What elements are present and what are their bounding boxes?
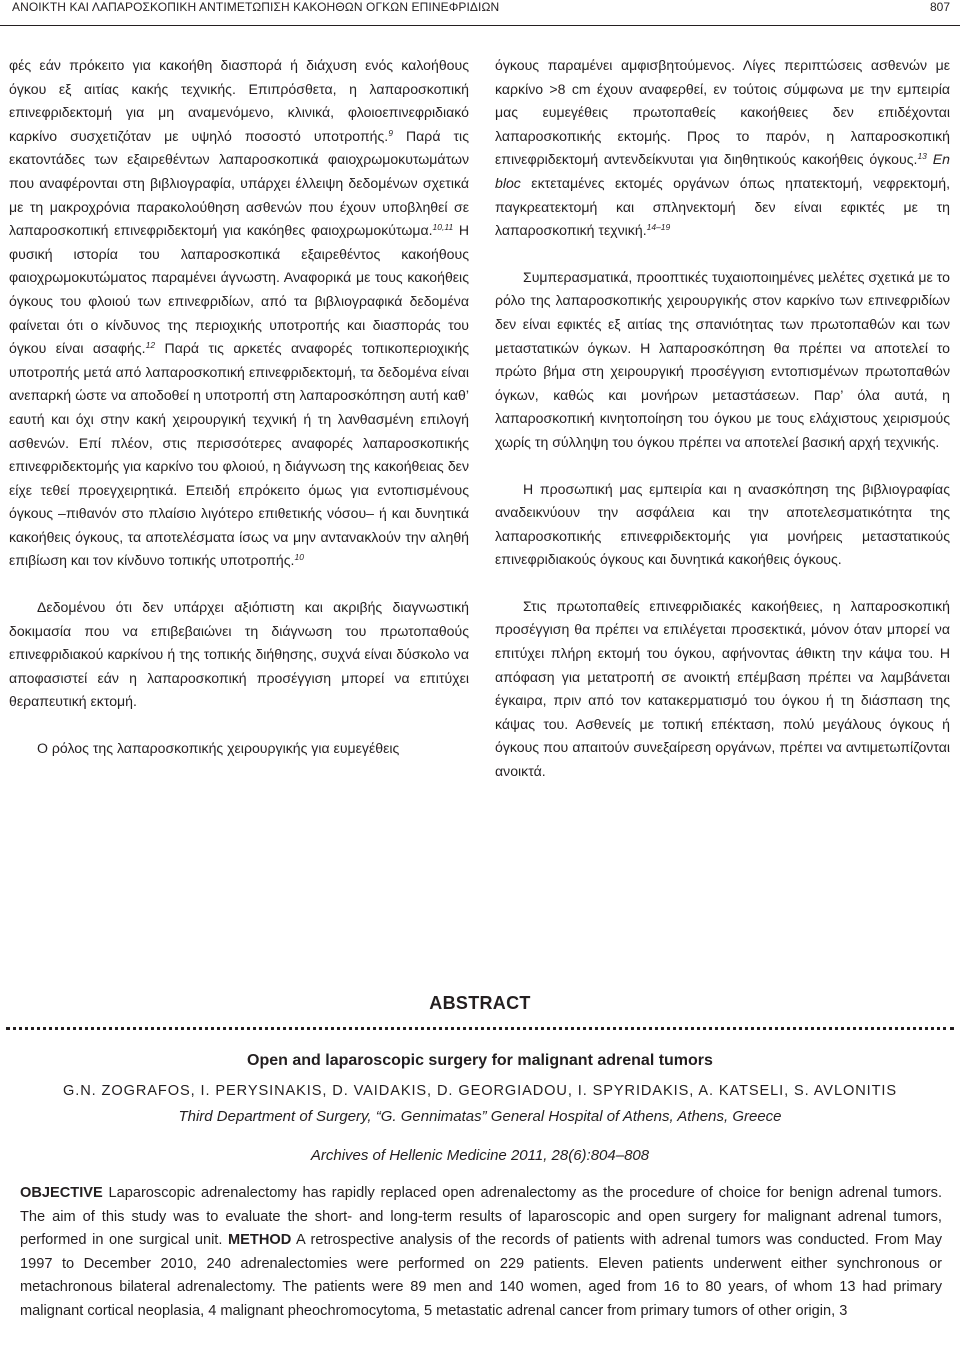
- text-run: όγκους παραμένει αμφισβητούμενος. Λίγες περιπτώσεις ασθενών με καρκίνο >8 cm έχουν αναφερθεί, εν τούτοις σύμφωνα με την εμπειρία μας ευμεγέθεις πρωτοπαθείς κακοήθειες δεν επιδέχονται λαπαροσκοπικής εκτομής. Προς το παρόν, η λαπαροσκοπική επινεφριδεκτομή αντενδείκνυται για διηθητικούς κακοήθεις όγκους.: [495, 57, 950, 168]
- right-paragraph-3: Η προσωπική μας εμπειρία και η ανασκόπηση της βιβλιογραφίας αναδεικνύουν την ασφάλεια και την αποτελεσματικότητα της λαπαροσκοπικής επινεφριδεκτομής για μονήρεις μεταστατικούς επινεφριδιακούς όγκους και δυνητικά κακοήθεις όγκους.: [495, 480, 950, 568]
- left-paragraph-2: Δεδομένου ότι δεν υπάρχει αξιόπιστη και ακριβής διαγνωστική δοκιμασία που να επιβεβαιώνει τη διάγνωση του πρωτοπαθούς επινεφριδιακού καρκίνου ή της τοπικής διήθησης, συχνά είναι δύσκολο να αποφασιστεί εάν η λαπαροσκοπική προσέγγιση μπορεί να επιτύχει θεραπευτική εκτομή.: [9, 599, 469, 710]
- citation-ref: 9: [388, 127, 393, 138]
- left-column: [9, 54, 469, 761]
- text-run: Η φυσική ιστορία του λαπαροσκοπικά εξαιρεθέντος κακοήθους φαιοχρωμοκυτώματος παραμένει άγνωστη. Αναφορικά με τους κακοήθεις όγκους του φλοιού των επινεφριδίων, από τα βιβλιογραφικά δεδομένα φαίνεται ότι ο κίνδυνος της περιοχικής υποτροπής και διασποράς του όγκου είναι ασαφής.: [9, 222, 469, 357]
- citation-ref: 13: [917, 151, 927, 162]
- text-run: εκτεταμένες εκτομές οργάνων όπως ηπατεκτομή, νεφρεκτομή, παγκρεατεκτομή και σπληνεκτομή δεν είναι εφικτές με τη λαπαροσκοπική τεχνική.: [495, 174, 950, 239]
- text-run: Παρά τις αρκετές αναφορές τοπικοπεριοχικής υποτροπής μετά από λαπαροσκοπική επινεφριδεκτομή, τα δεδομένα είναι ανεπαρκή ώστε να αποδοθεί η υποτροπή στη λαπαροσκόπηση αυτή καθ’ εαυτή και όχι στην κακή χειρουργική τεχνική ή τη λανθασμένη επιλογή ασθενών. Επί πλέον, στις περισσότερες αναφορές λαπαροσκοπικής επινεφριδεκτομής για καρκίνο του φλοιού, η διάγνωση της κακοήθειας δεν είχε τεθεί προεγχειρητικά. Επειδή επρόκειτο όμως για εντοπισμένους όγκους ‒πιθανόν στο πλαίσιο λιγότερο επιθετικής νόσου‒ ή και δυνητικά κακοήθεις όγκους, τα αποτελέσματα ίσως να μην αντανακλούν την αληθή επιβίωση και τον κίνδυνο τοπικής υποτροπής.: [9, 340, 469, 569]
- abstract-affiliation: Third Department of Surgery, “G. Gennimatas” General Hospital of Athens, Athens, Greece: [178, 1108, 782, 1125]
- abstract-journal: Archives of Hellenic Medicine 2011, 28(6):804‒808: [310, 1147, 650, 1164]
- citation-ref: 14‒19: [646, 222, 671, 233]
- running-title: ΑΝΟΙΚΤΗ ΚΑΙ ΛΑΠΑΡΟΣΚΟΠΙΚΗ ΑΝΤΙΜΕΤΩΠΙΣΗ ΚΑΚΟΗΘΩΝ ΟΓΚΩΝ ΕΠΙΝΕΦΡΙΔΙΩΝ: [12, 0, 500, 14]
- right-column: [495, 54, 950, 784]
- citation-ref: 10: [294, 552, 304, 563]
- right-paragraph-4: Στις πρωτοπαθείς επινεφριδιακές κακοήθειες, η λαπαροσκοπική προσέγγιση θα πρέπει να επιλέγεται προσεκτικά, μόνον όταν μπορεί να επιτύχει πλήρη εκτομή του όγκου, αφήνοντας άθικτη την κάψα του. Η απόφαση για μετατροπή σε ανοικτή επέμβαση πρέπει να λαμβάνεται έγκαιρα, πριν από τον κατακερματισμό του όγκου ή τη διάσπαση της κάψας του. Ασθενείς με τοπική επέκταση, πολύ μεγάλους όγκους ή όγκους που απαιτούν συνεξαίρεση οργάνων, πρέπει να αντιμετωπίζονται ανοικτά.: [495, 597, 950, 780]
- text-run: φές εάν πρόκειτο για κακοήθη διασπορά ή διάχυση ενός καλοήθους όγκου εξ αιτίας κακής τεχνικής. Επιπρόσθετα, η λαπαροσκοπική επινεφριδεκτομή για μη αναμενόμενο, κλινικά, φλοιοεπινεφριδιακό καρκίνο συσχετιζόταν με υψηλό ποσοστό υποτροπής.: [9, 57, 469, 144]
- right-paragraph-2: Συμπερασματικά, προοπτικές τυχαιοποιημένες μελέτες σχετικά με το ρόλο της λαπαροσκοπικής χειρουργικής στον καρκίνο των επινεφριδίων δεν είναι εφικτές εξ αιτίας της σπανιότητας των πρωτοπαθών και των μεταστατικών όγκων. Η λαπαροσκόπηση θα πρέπει να αποτελεί το πρώτο βήμα στη χειρουργική προσέγγιση εντοπισμένων πρωτοπαθών όγκων, καθώς και μονήρων μεταστάσεων. Παρ’ όλα αυτά, η λαπαροσκοπική κινητοποίηση του όγκου με τους ελάχιστους χειρισμούς χωρίς τη σύλληψη του όγκου πρέπει να αποτελεί βασική αρχή τεχνικής.: [495, 268, 950, 450]
- abstract-authors: G.N. ZOGRAFOS, I. PERYSINAKIS, D. VAIDAKIS, D. GEORGIADOU, I. SPYRIDAKIS, A. KATSELI, S. AVLONITIS: [62, 1083, 898, 1099]
- right-paragraph-1: [495, 54, 950, 243]
- page-number: 807: [929, 0, 950, 14]
- latin-term: En bloc: [495, 151, 950, 191]
- header-rule: [0, 25, 960, 26]
- abstract-heading: ABSTRACT: [429, 993, 531, 1013]
- text-run: Παρά τις εκατοντάδες των εξαιρεθέντων λαπαροσκοπικά φαιοχρωμοκυτωμάτων που αναφέρονται στη βιβλιογραφία, υπάρχει έλλειψη δεδομένων σχετικά με τη μακροχρόνια παρακολούθηση ασθενών που έχουν υποβληθεί σε λαπαροσκοπική επινεφριδεκτομή για κακόηθες φαιοχρωμοκύτωμα.: [9, 127, 469, 239]
- abstract-title: Open and laparoscopic surgery for malignant adrenal tumors: [247, 1052, 713, 1069]
- citation-ref: 10,11: [432, 222, 454, 233]
- abstract-divider: [6, 1027, 954, 1030]
- method-label: METHOD: [228, 1232, 292, 1249]
- objective-text: Laparoscopic adrenalectomy has rapidly replaced open adrenalectomy as the procedure of choice for benign adrenal tumors. The aim of this study was to evaluate the short- and long-term results of laparoscopic and open surgery for malignant adrenal tumors, performed in one surgical unit.: [20, 1185, 942, 1249]
- abstract-body: [20, 1182, 942, 1324]
- left-paragraph-1: [9, 54, 469, 573]
- method-text: A retrospective analysis of the records of patients with adrenal tumors was conducted. From May 1997 to December 2010, 240 adrenalectomies were performed on 229 patients. Eleven patients underwent either synchronous or metachronous bilateral adrenalectomy. The patients were 89 men and 140 women, aged from 16 to 80 years, of whom 13 had primary malignant cortical neoplasia, 4 malignant pheochromocytoma, 5 metastatic adrenal cancer from primary tumors of other origin, 3: [20, 1232, 942, 1319]
- running-head: [0, 0, 960, 36]
- left-paragraph-3: Ο ρόλος της λαπαροσκοπικής χειρουργικής για ευμεγέθεις: [37, 740, 400, 757]
- objective-label: OBJECTIVE: [20, 1185, 103, 1201]
- citation-ref: 12: [145, 340, 156, 351]
